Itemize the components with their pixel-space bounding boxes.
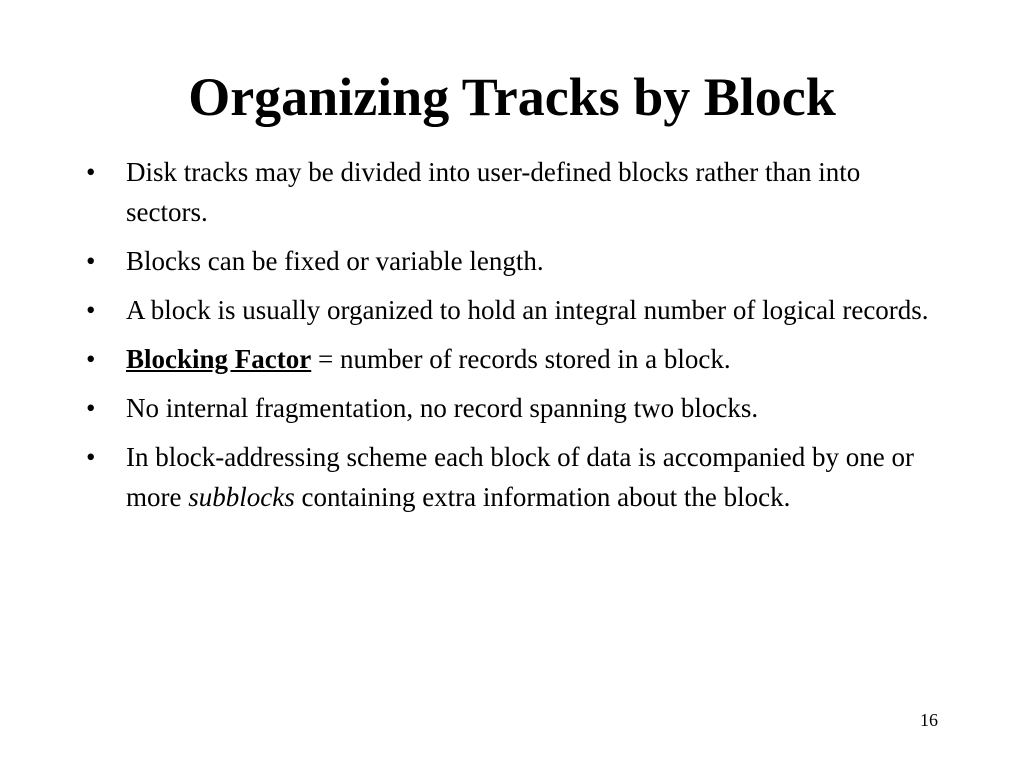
bullet-icon: • bbox=[86, 344, 96, 374]
subblocks-emphasis: subblocks bbox=[188, 482, 295, 512]
bullet-icon: • bbox=[86, 157, 96, 187]
bullet-item-3 bbox=[86, 290, 946, 330]
bullet-text: In block-addressing scheme each block of data is accompanied by one or more bbox=[126, 442, 914, 512]
bullet-text: A block is usually organized to hold an integral number of logical records. bbox=[126, 295, 929, 325]
bullet-icon: • bbox=[86, 393, 96, 423]
bullet-text: Blocks can be fixed or variable length. bbox=[126, 246, 544, 276]
bullet-text: No internal fragmentation, no record spanning two blocks. bbox=[126, 393, 759, 423]
blocking-factor-term: Blocking Factor bbox=[126, 344, 312, 374]
bullet-item-6 bbox=[86, 437, 946, 517]
bullet-text: Disk tracks may be divided into user-defined blocks rather than into sectors. bbox=[126, 157, 861, 227]
page-number: 16 bbox=[920, 710, 938, 730]
bullet-item-2 bbox=[86, 241, 946, 281]
slide-title: Organizing Tracks by Block bbox=[188, 67, 836, 127]
bullet-item-1 bbox=[86, 152, 946, 232]
bullet-list bbox=[86, 152, 946, 526]
bullet-icon: • bbox=[86, 246, 96, 276]
bullet-icon: • bbox=[86, 295, 96, 325]
bullet-text: = number of records stored in a block. bbox=[311, 344, 731, 374]
bullet-item-4 bbox=[86, 339, 946, 379]
bullet-text: containing extra information about the block. bbox=[294, 482, 791, 512]
bullet-icon: • bbox=[86, 442, 96, 472]
bullet-item-5 bbox=[86, 388, 946, 428]
